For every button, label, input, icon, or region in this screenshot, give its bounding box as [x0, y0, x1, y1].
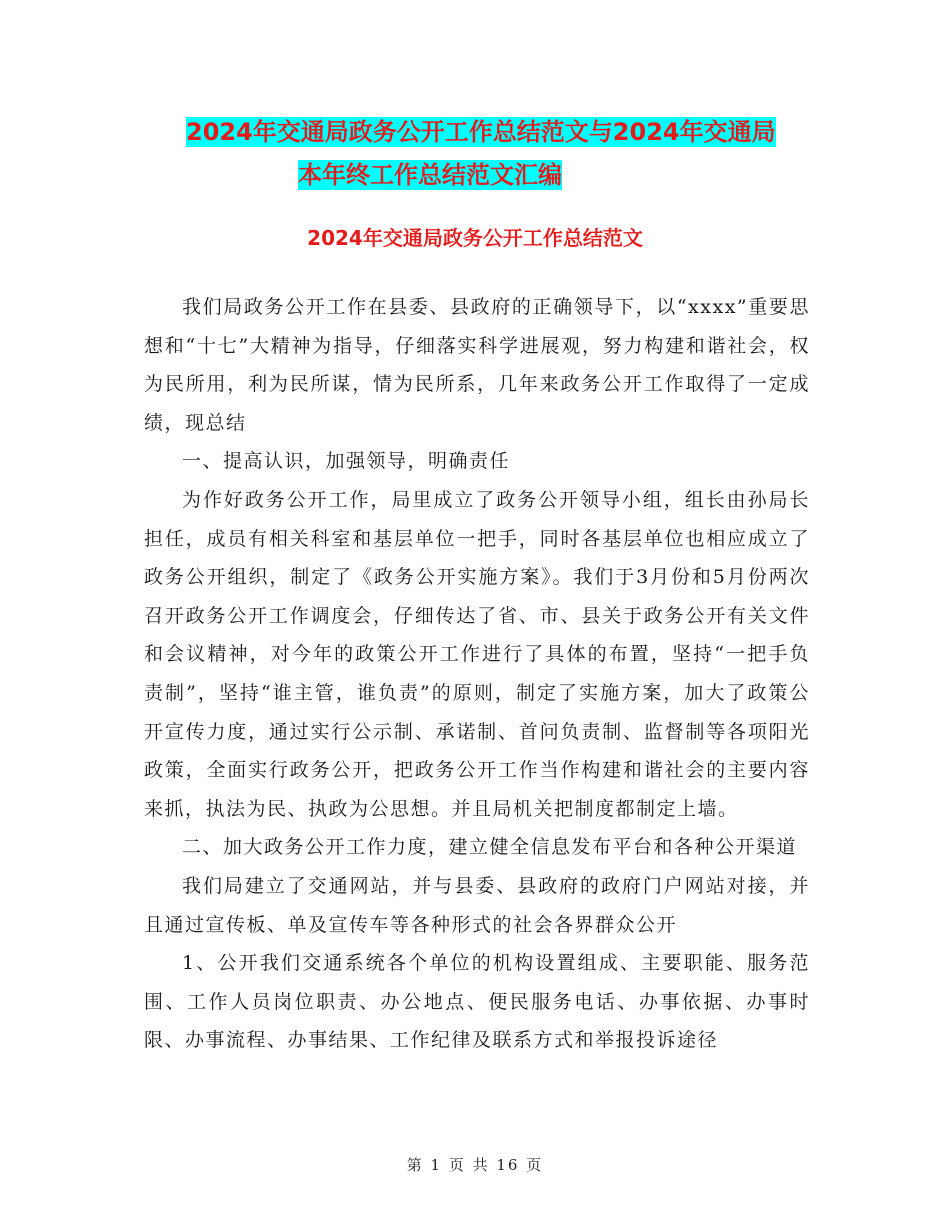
heading-paragraph: 二、加大政务公开工作力度，建立健全信息发布平台和各种公开渠道 [182, 836, 798, 859]
paragraph: 1、公开我们交通系统各个单位的机构设置组成、主要职能、服务范围、工作人员岗位职责、办公地点、便民服务电话、办事依据、办事时限、办事流程、办事结果、工作纪律及联系方式和举报投诉途径 [144, 952, 810, 1052]
title-highlight: 2024年交通局政务公开工作总结范文与2024年交通局 [186, 118, 776, 146]
document-title-line-2 [298, 152, 698, 198]
document-title-line-1 [186, 109, 810, 155]
document-body [144, 288, 810, 1060]
paragraph: 我们局政务公开工作在县委、县政府的正确领导下，以“xxxx”重要思想和“十七”大精神为指导，仔细落实科学进展观，努力构建和谐社会，权为民所用，利为民所谋，情为民所系，几年来政务公开工作取得了一定成绩，现总结 [144, 296, 810, 434]
page-number-footer: 第 1 页 共 16 页 [406, 1156, 544, 1174]
heading-paragraph: 一、提高认识，加强领导，明确责任 [182, 450, 511, 473]
section-title: 2024年交通局政务公开工作总结范文 [307, 226, 643, 250]
paragraph: 我们局建立了交通网站，并与县委、县政府的政府门户网站对接，并且通过宣传板、单及宣传车等各种形式的社会各界群众公开 [144, 874, 810, 936]
paragraph: 为作好政务公开工作，局里成立了政务公开领导小组，组长由孙局长担任，成员有相关科室和基层单位一把手，同时各基层单位也相应成立了政务公开组织，制定了《政务公开实施方案》。我们于3月份和5月份两次召开政务公开工作调度会，仔细传达了省、市、县关于政务公开有关文件和会议精神，对今年的政策公开工作进行了具体的布置，坚持“一把手负责制”，坚持“谁主管，谁负责”的原则，制定了实施方案，加大了政策公开宣传力度，通过实行公示制、承诺制、首问负责制、监督制等各项阳光政策，全面实行政务公开，把政务公开工作当作构建和谐社会的主要内容来抓，执法为民、执政为公思想。并且局机关把制度都制定上墙。 [144, 488, 810, 820]
title-highlight: 本年终工作总结范文汇编 [298, 161, 562, 189]
